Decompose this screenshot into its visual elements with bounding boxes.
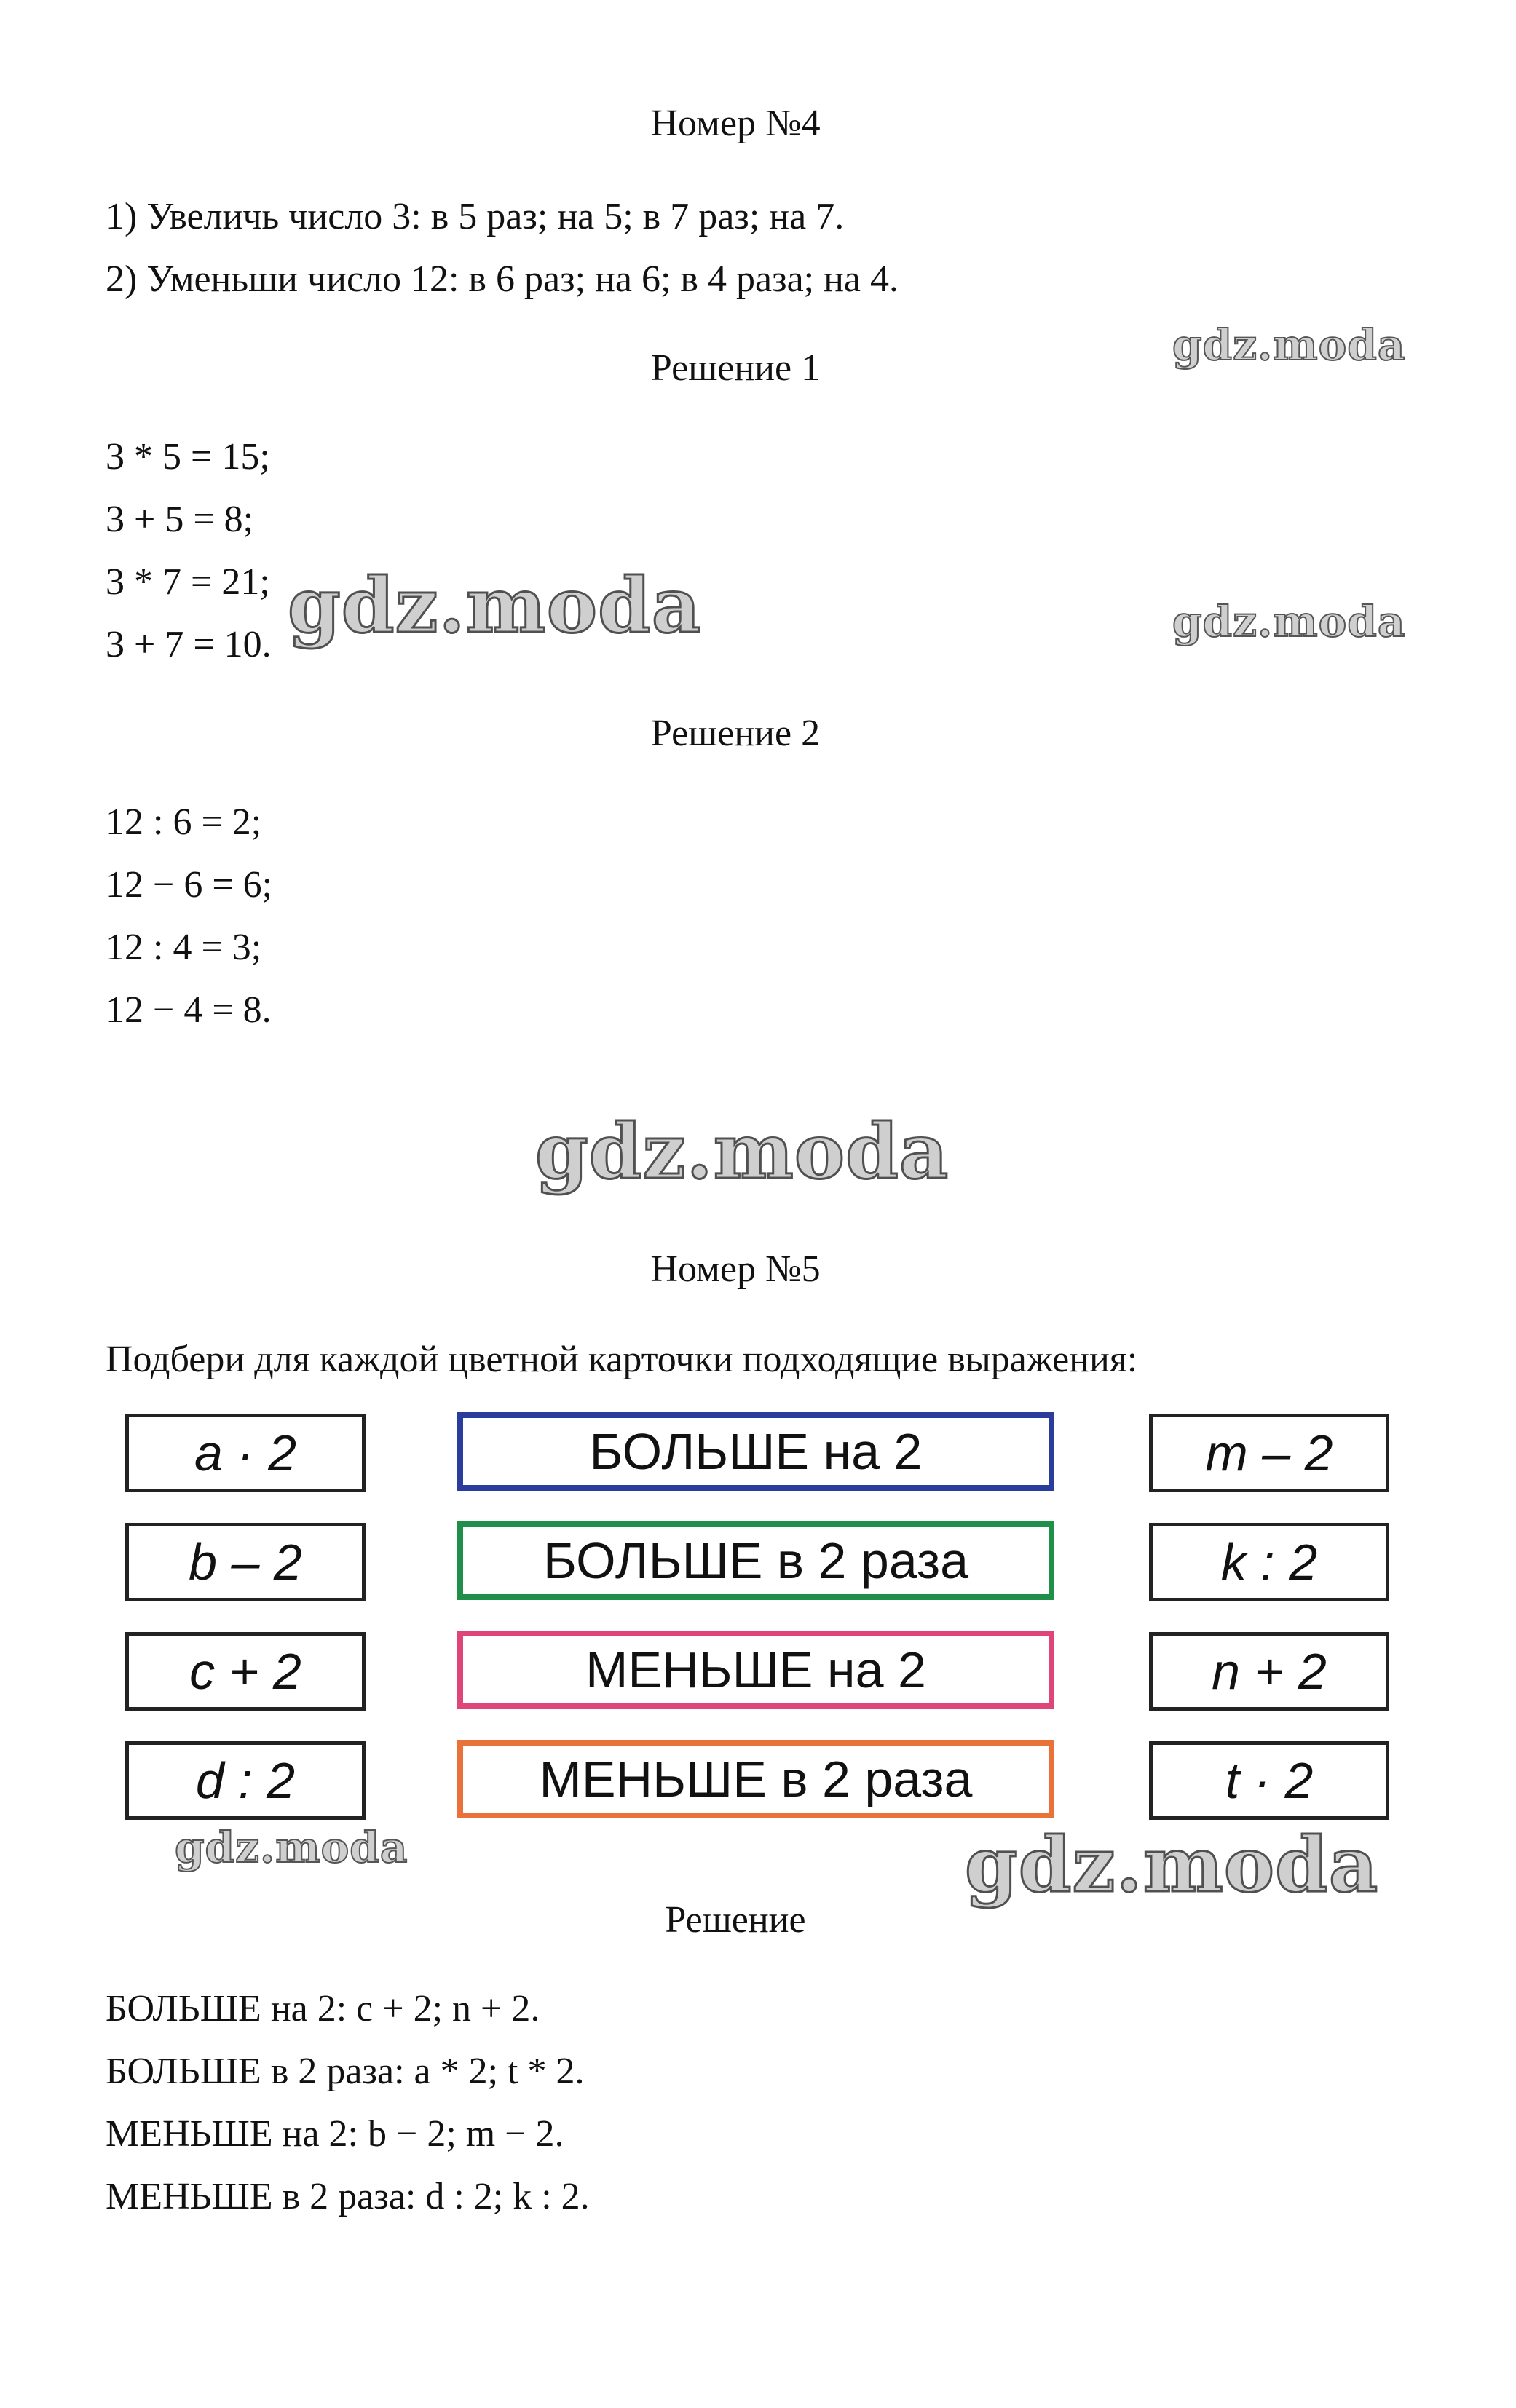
task4-title: Номер №4 [650,103,821,144]
card-expr-d: d : 2 [125,1741,366,1820]
card-expr-m: m – 2 [1149,1414,1389,1492]
card-expr-t: t · 2 [1149,1741,1389,1820]
solution2-line-1: 12 : 6 = 2; [106,801,262,843]
watermark-logo: gdz.moda [535,1106,950,1196]
task4-solution2-title: Решение 2 [650,713,821,754]
watermark-logo: gdz.moda [1172,597,1406,646]
watermark-logo: gdz.moda [1172,320,1406,370]
card-more-times-2: БОЛЬШЕ в 2 раза [457,1521,1054,1600]
task4-line-1: 1) Увеличь число 3: в 5 раз; на 5; в 7 раз; на 7. [106,196,845,237]
solution1-line-1: 3 * 5 = 15; [106,436,270,478]
task5-solution-line-1: БОЛЬШЕ на 2: c + 2; n + 2. [106,1988,540,2029]
solution2-line-3: 12 : 4 = 3; [106,927,262,968]
task5-solution-line-3: МЕНЬШЕ на 2: b − 2; m − 2. [106,2113,564,2155]
task5-solution-line-4: МЕНЬШЕ в 2 раза: d : 2; k : 2. [106,2176,590,2217]
card-expr-a: a · 2 [125,1414,366,1492]
solution1-line-4: 3 + 7 = 10. [106,624,272,665]
card-more-by-2: БОЛЬШЕ на 2 [457,1412,1054,1491]
task5-solution-line-2: БОЛЬШЕ в 2 раза: a * 2; t * 2. [106,2051,585,2092]
card-less-by-2: МЕНЬШЕ на 2 [457,1631,1054,1709]
watermark-logo: gdz.moda [175,1823,408,1872]
solution2-line-2: 12 − 6 = 6; [106,864,273,906]
card-expr-n: n + 2 [1149,1632,1389,1711]
task4-line-2: 2) Уменьши число 12: в 6 раз; на 6; в 4 раза; на 4. [106,258,899,300]
task5-prompt: Подбери для каждой цветной карточки подходящие выражения: [106,1339,1138,1380]
card-expr-c: c + 2 [125,1632,366,1711]
card-expr-b: b – 2 [125,1523,366,1601]
solution1-line-2: 3 + 5 = 8; [106,499,254,540]
card-less-times-2: МЕНЬШЕ в 2 раза [457,1740,1054,1818]
card-expr-k: k : 2 [1149,1523,1389,1601]
solution2-line-4: 12 − 4 = 8. [106,989,272,1031]
watermark-logo: gdz.moda [288,561,702,650]
task4-solution1-title: Решение 1 [650,347,821,389]
task5-solution-title: Решение [665,1899,806,1941]
solution1-line-3: 3 * 7 = 21; [106,561,270,603]
watermark-logo: gdz.moda [965,1820,1379,1909]
task5-title: Номер №5 [650,1248,821,1290]
